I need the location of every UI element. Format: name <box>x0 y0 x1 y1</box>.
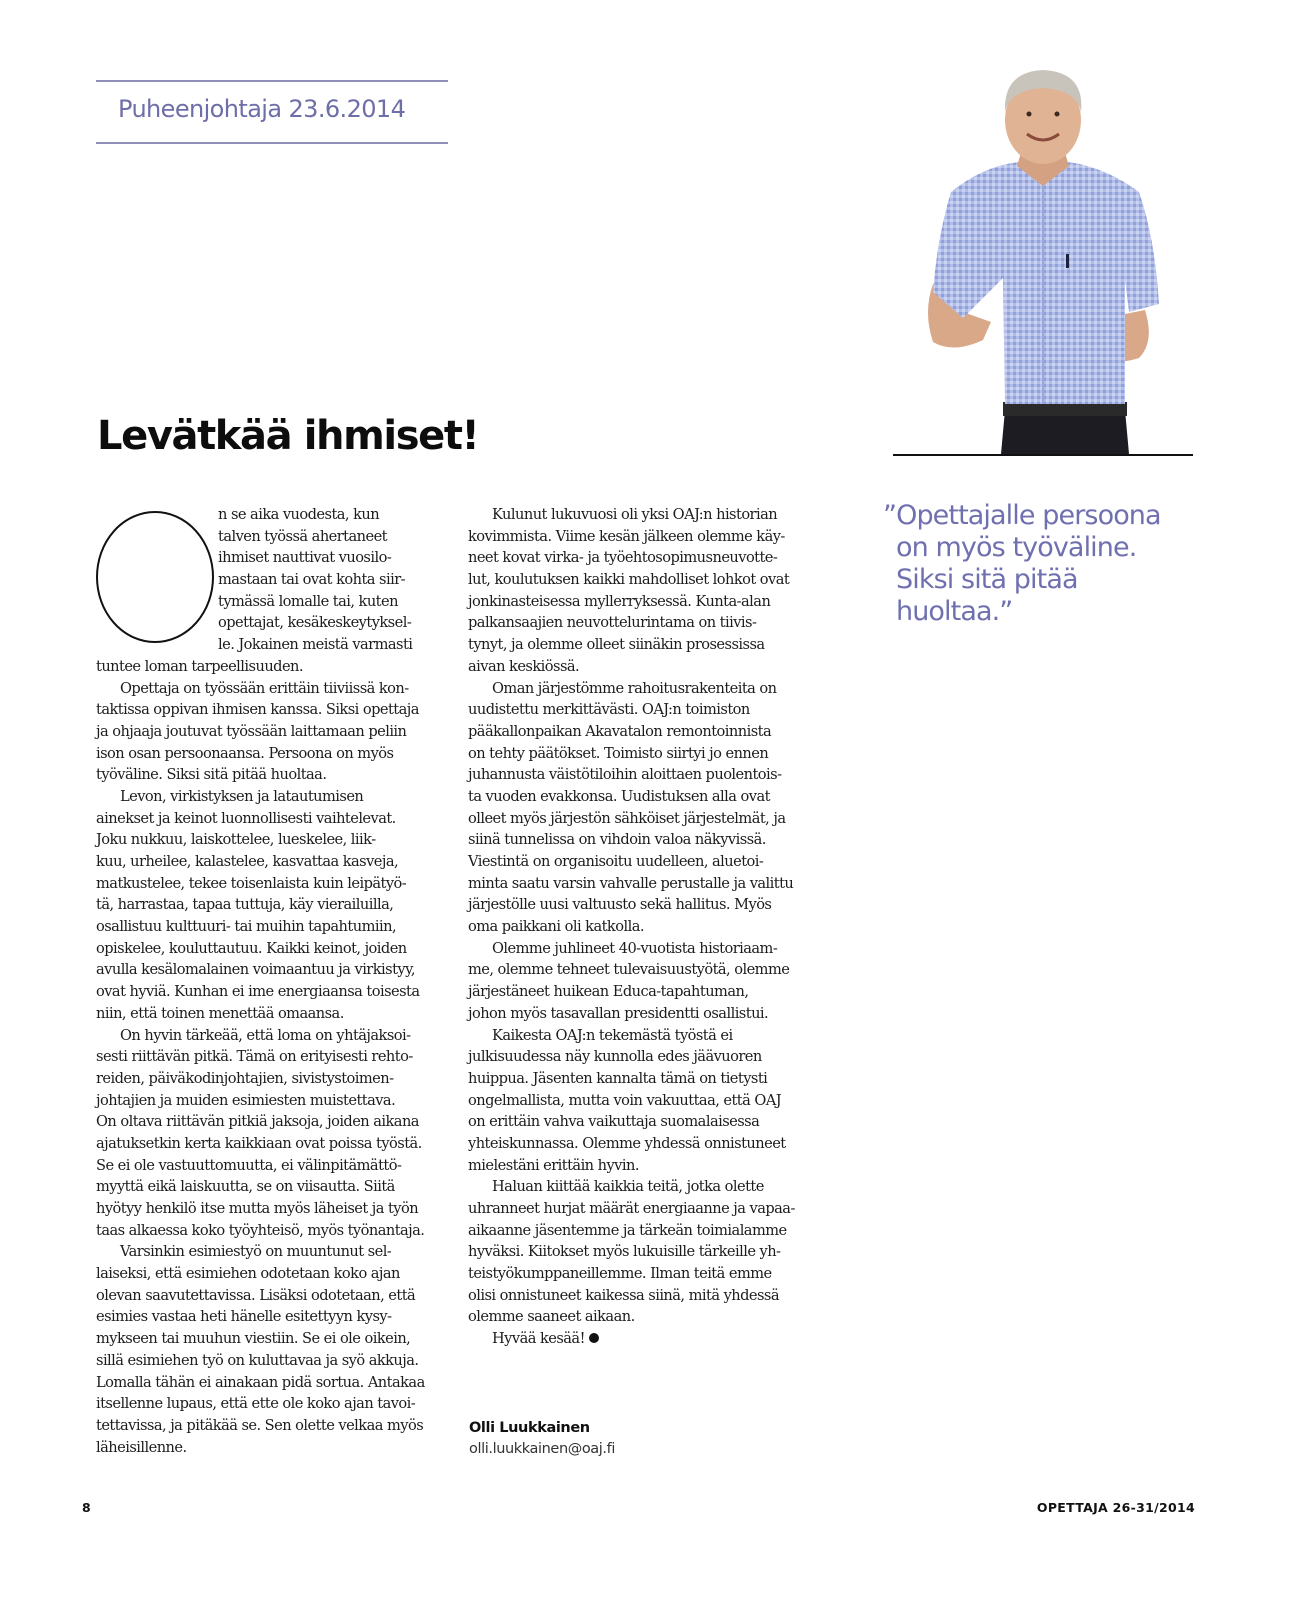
article-headline: Levätkää ihmiset! <box>97 413 479 459</box>
closing-text: Hyvää kesää! <box>492 1330 585 1348</box>
text-line: huippua. Jäsenten kannalta tämä on tietysti <box>468 1069 768 1087</box>
text-line: olleet myös järjestön sähköiset järjestelmät, ja <box>468 809 786 827</box>
pull-quote-line: ”Opettajalle persoona <box>883 500 1161 531</box>
belt <box>1003 402 1127 416</box>
text-line: johon myös tasavallan presidentti osallistui. <box>468 1004 769 1022</box>
trousers <box>1001 410 1129 454</box>
text-line: minta saatu varsin vahvalle perustalle ja valittu <box>468 874 794 892</box>
text-line: Kulunut lukuvuosi oli yksi OAJ:n historian <box>492 506 778 523</box>
text-line: n se aika vuodesta, kun <box>218 506 380 523</box>
text-line: teistyökumppaneillemme. Ilman teitä emme <box>468 1265 772 1283</box>
text-line: laiseksi, että esimiehen odotetaan koko ajan <box>96 1265 400 1283</box>
text-line: on erittäin vahva vaikuttaja suomalaisessa <box>468 1113 760 1131</box>
text-line: ovat hyviä. Kunhan ei ime energiaansa toisesta <box>96 983 420 1001</box>
text-line: osallistuu kulttuuri- tai muihin tapahtumiin, <box>96 918 397 936</box>
text-line: itsellenne lupaus, että ette ole koko ajan tavoi- <box>96 1395 416 1413</box>
text-line: tä, harrastaa, tapaa tuttuja, käy vierailuilla, <box>96 896 394 914</box>
article-column-2 <box>468 504 824 1350</box>
text-line: jonkinasteisessa myllerryksessä. Kunta-alan <box>468 592 771 610</box>
author-byline <box>469 1418 615 1460</box>
text-line: mykseen tai muuhun viestiin. Se ei ole oikein, <box>96 1330 411 1348</box>
author-photo <box>893 42 1193 454</box>
text-line: mielestäni erittäin hyvin. <box>468 1156 639 1174</box>
text-line: järjestäneet huikean Educa-tapahtuman, <box>468 983 749 1001</box>
pull-quote-line: Siksi sitä pitää <box>896 564 1078 595</box>
text-line: myyttä eikä laiskuutta, se on viisautta. Siitä <box>96 1178 395 1196</box>
text-line: työväline. Siksi sitä pitää huoltaa. <box>96 766 327 784</box>
text-line: aivan keskiössä. <box>468 657 580 675</box>
text-line: Se ei ole vastuuttomuutta, ei välinpitämättö- <box>96 1156 402 1174</box>
text-line: Haluan kiittää kaikkia teitä, jotka olette <box>492 1178 764 1196</box>
text-line: kovimmista. Viime kesän jälkeen olemme käy- <box>468 527 785 545</box>
text-line: niin, että toinen menettää omaansa. <box>96 1004 344 1022</box>
text-line: ajatuksetkin kerta kaikkiaan ovat poissa työstä. <box>96 1134 422 1152</box>
pull-quote <box>883 500 1203 628</box>
text-line: le. Jokainen meistä varmasti <box>218 636 413 654</box>
text-line: aikaanne jäsentemme ja tärkeän toimialamme <box>468 1221 787 1239</box>
text-line: ihmiset nauttivat vuosilo- <box>218 549 392 567</box>
text-line: lut, koulutuksen kaikki mahdolliset lohkot ovat <box>468 571 790 589</box>
text-line: kuu, urheilee, kalastelee, kasvattaa kasveja, <box>96 853 399 870</box>
photo-rule <box>893 454 1193 456</box>
text-line: johtajien ja muiden esimiesten muistettava. <box>96 1091 396 1109</box>
text-line: esimies vastaa heti hänelle esitettyyn kysy- <box>96 1308 392 1326</box>
text-line: mastaan tai ovat kohta siir- <box>218 571 406 589</box>
kicker-rule-bottom <box>96 142 448 144</box>
text-line: oma paikkani oli katkolla. <box>468 918 644 936</box>
page-number: 8 <box>82 1500 91 1515</box>
text-line: Varsinkin esimiestyö on muuntunut sel- <box>120 1243 392 1261</box>
author-email[interactable]: olli.luukkainen@oaj.fi <box>469 1441 615 1457</box>
text-line: tynyt, ja olemme olleet siinäkin prosessissa <box>468 636 765 654</box>
text-line: siinä tunnelissa on vihdoin valoa näkyvissä. <box>468 831 766 849</box>
text-line: Olemme juhlineet 40-vuotista historiaam- <box>492 939 778 957</box>
text-line: reiden, päiväkodinjohtajien, sivistystoimen- <box>96 1069 394 1087</box>
text-line: opiskelee, kouluttautuu. Kaikki keinot, joiden <box>96 939 407 957</box>
text-line: Opettaja on työssään erittäin tiiviissä kon- <box>120 679 409 697</box>
text-line: juhannusta väistötiloihin aloittaen puolentois- <box>468 766 782 784</box>
text-line: hyväksi. Kiitokset myös lukuisille tärkeille yh- <box>468 1243 781 1261</box>
text-line: uudistettu merkittävästi. OAJ:n toimiston <box>468 701 750 719</box>
text-line: olevan saavutettavissa. Lisäksi odotetaan, että <box>96 1286 416 1304</box>
text-line: taas alkaessa koko työyhteisö, myös työnantaja. <box>96 1221 425 1239</box>
text-line: Kaikesta OAJ:n tekemästä työstä ei <box>492 1026 733 1044</box>
author-name: Olli Luukkainen <box>469 1420 590 1436</box>
text-line: sillä esimiehen työ on kuluttavaa ja syö akkuja. <box>96 1351 419 1369</box>
closing-line <box>468 1328 824 1350</box>
text-line: hyötyy henkilö itse mutta myös läheiset ja työn <box>96 1200 419 1217</box>
pull-quote-line: huoltaa.” <box>896 596 1013 627</box>
section-kicker: Puheenjohtaja 23.6.2014 <box>118 95 406 123</box>
article-column-1 <box>96 504 452 1458</box>
text-line: taktissa oppivan ihmisen kanssa. Siksi opettaja <box>96 701 419 719</box>
text-line: Lomalla tähän ei ainakaan pidä sortua. Antakaa <box>96 1373 425 1391</box>
text-line: Oman järjestömme rahoitusrakenteita on <box>492 679 777 697</box>
text-line: yhteiskunnassa. Olemme yhdessä onnistuneet <box>468 1134 786 1152</box>
text-line: tettavissa, ja pitäkää se. Sen olette velkaa myös <box>96 1416 424 1434</box>
text-line: matkustelee, tekee toisenlaista kuin leipätyö- <box>96 874 407 892</box>
text-line: olemme saaneet aikaan. <box>468 1308 635 1326</box>
text-line: me, olemme tehneet tulevaisuustyötä, olemme <box>468 961 790 979</box>
publication-issue: OPETTAJA 26-31/2014 <box>1036 1500 1195 1515</box>
pull-quote-line: on myös työväline. <box>896 532 1137 563</box>
text-line: opettajat, kesäkeskeytyksel- <box>218 614 412 632</box>
text-line: On hyvin tärkeää, että loma on yhtäjaksoi- <box>120 1026 411 1044</box>
text-line: ja ohjaaja joutuvat työssään laittamaan peliin <box>96 722 407 740</box>
text-line: julkisuudessa näy kunnolla edes jäävuoren <box>468 1048 762 1066</box>
text-line: On oltava riittävän pitkiä jaksoja, joiden aikana <box>96 1113 419 1131</box>
text-line: on tehty päätökset. Toimisto siirtyi jo ennen <box>468 744 769 762</box>
text-line: tymässä lomalle tai, kuten <box>218 592 398 610</box>
text-line: sesti riittävän pitkä. Tämä on erityisesti rehto- <box>96 1048 413 1066</box>
text-line: Joku nukkuu, laiskottelee, lueskelee, liik- <box>96 831 376 849</box>
text-line: talven työssä ahertaneet <box>218 527 387 545</box>
text-line: Levon, virkistyksen ja latautumisen <box>120 787 364 805</box>
text-line: ison osan persoonaansa. Persoona on myös <box>96 744 394 762</box>
text-line: läheisillenne. <box>96 1438 187 1456</box>
text-line: ainekset ja keinot luonnollisesti vaihtelevat. <box>96 809 396 827</box>
end-mark-icon <box>589 1333 599 1343</box>
text-line: Viestintä on organisoitu uudelleen, aluetoi- <box>468 853 764 870</box>
text-line: pääkallonpaikan Akavatalon remontoinnista <box>468 722 772 740</box>
text-line: olisi onnistuneet kaikessa siinä, mitä yhdessä <box>468 1286 780 1304</box>
text-line: tuntee loman tarpeellisuuden. <box>96 657 303 675</box>
text-line: järjestölle uusi valtuusto sekä hallitus. Myös <box>468 896 772 914</box>
kicker-rule-top <box>96 80 448 82</box>
text-line: ongelmallista, mutta voin vakuuttaa, että OAJ <box>468 1091 782 1109</box>
text-line: ta vuoden evakkonsa. Uudistuksen alla ovat <box>468 787 770 805</box>
text-line: avulla kesälomalainen voimaantuu ja virkistyy, <box>96 961 415 979</box>
text-line: uhranneet hurjat määrät energiaanne ja vapaa- <box>468 1200 795 1217</box>
text-line: neet kovat virka- ja työehtosopimusneuvotte- <box>468 549 778 567</box>
text-line: palkansaajien neuvottelurintama on tiivis- <box>468 614 757 632</box>
